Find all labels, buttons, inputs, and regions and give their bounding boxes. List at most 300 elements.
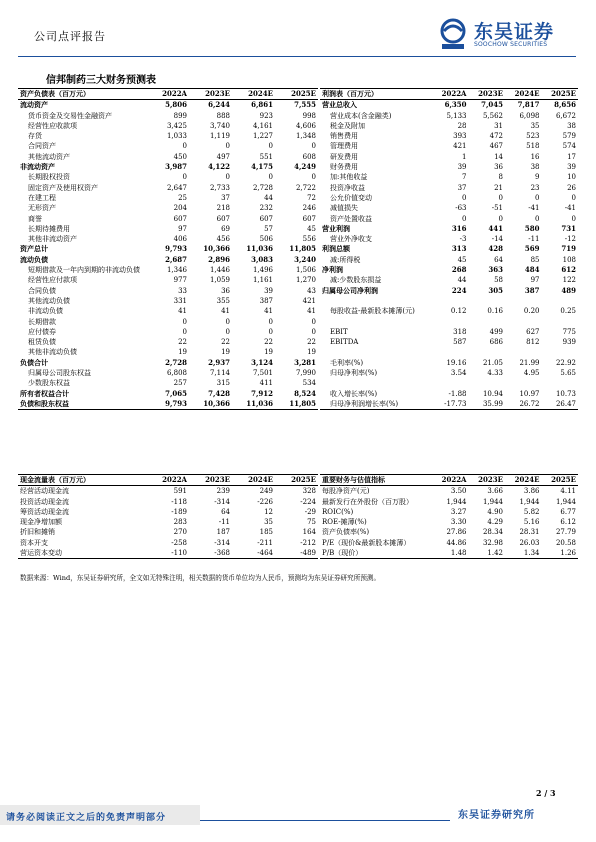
row-value: 26.72 bbox=[505, 399, 542, 410]
row-value: 7,501 bbox=[252, 369, 273, 378]
row-label: 营业外净收支 bbox=[330, 235, 372, 244]
row-label: 非流动负债 bbox=[28, 307, 63, 316]
row-value: 19 bbox=[264, 348, 273, 357]
row-value: 607 bbox=[302, 214, 316, 223]
table-row bbox=[320, 317, 578, 327]
row-label: 每股净资产(元) bbox=[322, 487, 370, 496]
row-value: 0 bbox=[182, 327, 187, 336]
row-label: 管理费用 bbox=[330, 142, 358, 151]
table-row bbox=[18, 224, 318, 234]
row-value: 0.20 bbox=[523, 307, 540, 316]
row-value: 21.05 bbox=[482, 358, 503, 367]
row-value: 44 bbox=[264, 193, 273, 202]
row-label: 公允价值变动 bbox=[330, 193, 372, 202]
row-label: 资产负债率(%) bbox=[322, 528, 370, 537]
row-value: 4,249 bbox=[294, 162, 316, 172]
table-row bbox=[18, 507, 318, 517]
row-value: 7,114 bbox=[209, 369, 230, 378]
table-header-row bbox=[18, 475, 318, 486]
row-value: 0 bbox=[182, 173, 187, 182]
row-label: 每股收益-最新股本摊薄(元) bbox=[330, 307, 415, 316]
row-label: 在建工程 bbox=[28, 193, 56, 202]
row-value: 2,722 bbox=[295, 183, 316, 192]
row-value: -11 bbox=[218, 518, 230, 527]
row-value: 406 bbox=[173, 235, 187, 244]
row-value: 1,227 bbox=[252, 132, 273, 141]
row-value: 0.25 bbox=[560, 307, 576, 316]
row-label: 经营活动现金流 bbox=[20, 487, 69, 496]
row-value bbox=[469, 317, 506, 327]
row-value: 4,161 bbox=[252, 121, 273, 130]
row-value bbox=[505, 296, 542, 306]
row-label: 其他非流动资产 bbox=[28, 235, 77, 244]
table-row bbox=[320, 517, 578, 527]
table-row bbox=[320, 358, 578, 368]
row-value: 313 bbox=[451, 244, 467, 254]
row-value: -489 bbox=[275, 548, 318, 559]
row-value: 8,656 bbox=[554, 100, 576, 110]
table-row bbox=[320, 265, 578, 275]
row-value: 19 bbox=[178, 348, 187, 357]
table-header-row bbox=[320, 475, 578, 486]
row-value: 22 bbox=[221, 338, 230, 347]
row-value: 26.47 bbox=[542, 399, 579, 410]
row-value: 22 bbox=[307, 338, 316, 347]
row-value: 41 bbox=[307, 307, 316, 316]
row-value: 239 bbox=[216, 487, 230, 496]
row-value: 888 bbox=[216, 111, 230, 120]
row-value: 268 bbox=[451, 265, 467, 275]
row-value: 2,733 bbox=[209, 183, 230, 192]
row-label: 归属母公司净利润 bbox=[322, 285, 378, 295]
row-value: 0.12 bbox=[450, 307, 467, 316]
row-label: 负债和股东权益 bbox=[18, 399, 146, 410]
row-label bbox=[320, 296, 432, 306]
row-value: 3.30 bbox=[450, 518, 467, 527]
row-value: 27.79 bbox=[555, 528, 576, 537]
table-row bbox=[320, 527, 578, 537]
row-value: 0 bbox=[311, 327, 316, 336]
table-row bbox=[320, 244, 578, 254]
row-value: 10.73 bbox=[555, 389, 576, 398]
row-value: 218 bbox=[216, 204, 230, 213]
row-value: 0 bbox=[268, 317, 273, 326]
table-row bbox=[18, 234, 318, 244]
table-row bbox=[18, 265, 318, 275]
row-value: 12 bbox=[264, 507, 273, 516]
row-label: 商誉 bbox=[28, 214, 42, 223]
row-value: 3.50 bbox=[450, 487, 467, 496]
row-value: 39 bbox=[457, 163, 467, 172]
row-value bbox=[505, 317, 542, 327]
row-label: 归母净利率(%) bbox=[330, 369, 378, 378]
table-header-year: 2023E bbox=[469, 89, 506, 100]
row-value: 43 bbox=[307, 286, 316, 295]
row-value: 0 bbox=[311, 173, 316, 182]
table-row bbox=[18, 296, 318, 306]
table-row bbox=[320, 141, 578, 151]
row-value: 607 bbox=[259, 214, 273, 223]
row-value: 3.27 bbox=[450, 507, 467, 516]
table-row bbox=[320, 121, 578, 131]
row-value: 1,506 bbox=[295, 266, 316, 275]
row-label: 无形资产 bbox=[28, 204, 56, 213]
row-label: 其他流动资产 bbox=[28, 152, 70, 161]
row-label: 负债合计 bbox=[20, 357, 48, 367]
row-value: 574 bbox=[562, 142, 576, 151]
row-value: -29 bbox=[304, 507, 316, 516]
row-value: 393 bbox=[453, 132, 467, 141]
row-label: 财务费用 bbox=[330, 163, 358, 172]
row-value: 3.86 bbox=[523, 487, 540, 496]
row-label: 减:少数股东损益 bbox=[330, 276, 382, 285]
row-value: 10 bbox=[567, 173, 576, 182]
row-value: 22 bbox=[178, 338, 187, 347]
row-value: 1,346 bbox=[166, 266, 187, 275]
row-value: 0 bbox=[311, 317, 316, 326]
row-value: 0 bbox=[535, 193, 540, 202]
row-value: -41 bbox=[528, 204, 540, 213]
row-label: 投资活动现金流 bbox=[20, 497, 69, 506]
row-value: -118 bbox=[171, 497, 187, 506]
row-value: 2,896 bbox=[208, 254, 230, 264]
row-value: 283 bbox=[173, 518, 187, 527]
row-value: 7,045 bbox=[481, 100, 503, 110]
row-value: 775 bbox=[562, 327, 576, 336]
table-row bbox=[18, 538, 318, 548]
row-value: 38 bbox=[530, 163, 540, 172]
row-label: 毛利率(%) bbox=[330, 358, 364, 367]
row-value: 2,728 bbox=[165, 357, 187, 367]
row-value: 22 bbox=[264, 338, 273, 347]
row-value: 0 bbox=[462, 214, 467, 223]
row-value: 3,124 bbox=[251, 357, 273, 367]
row-label: 减:所得税 bbox=[330, 255, 361, 264]
row-value: 607 bbox=[216, 214, 230, 223]
row-value: 998 bbox=[302, 111, 316, 120]
row-value: -189 bbox=[171, 507, 187, 516]
row-value: 5,806 bbox=[165, 100, 187, 110]
row-value: 20.58 bbox=[555, 538, 576, 547]
table-header-year: 2025E bbox=[275, 475, 318, 486]
row-value: 5.16 bbox=[523, 518, 540, 527]
row-label: 货币资金及交易性金融资产 bbox=[28, 111, 112, 120]
row-label: 现金净增加额 bbox=[20, 518, 62, 527]
table-row bbox=[18, 548, 318, 559]
row-value: 523 bbox=[526, 132, 540, 141]
income-statement-table bbox=[320, 88, 578, 410]
row-value: -17.73 bbox=[432, 399, 469, 410]
row-value: 1.34 bbox=[505, 548, 542, 559]
row-value: -314 bbox=[214, 538, 230, 547]
row-value: 411 bbox=[259, 379, 273, 388]
logo-english-name: SOOCHOW SECURITIES bbox=[474, 41, 548, 48]
row-label: 合同资产 bbox=[28, 142, 56, 151]
row-value: 38 bbox=[567, 121, 576, 130]
row-value: 8 bbox=[498, 173, 503, 182]
row-value: 7,428 bbox=[208, 388, 230, 398]
row-value: 0 bbox=[268, 142, 273, 151]
row-value: 19 bbox=[221, 348, 230, 357]
row-label: 流动负债 bbox=[20, 254, 48, 264]
row-value: 64 bbox=[221, 507, 230, 516]
table-row bbox=[320, 486, 578, 497]
row-label: 流动资产 bbox=[20, 100, 48, 110]
row-value: 5.65 bbox=[560, 369, 576, 378]
row-value: 1,446 bbox=[209, 266, 230, 275]
row-value: 10.94 bbox=[482, 389, 503, 398]
row-value: 580 bbox=[524, 223, 540, 233]
row-label: 存货 bbox=[28, 132, 42, 141]
row-value: 608 bbox=[302, 152, 316, 161]
row-value: 3.66 bbox=[487, 487, 503, 496]
row-value: 0 bbox=[225, 142, 230, 151]
row-value: -224 bbox=[300, 497, 316, 506]
row-label: 归母净利润增长率(%) bbox=[320, 399, 432, 410]
row-label bbox=[320, 378, 432, 388]
row-value: 21.99 bbox=[519, 358, 540, 367]
row-label: P/E（现价&最新股本摊薄） bbox=[322, 538, 411, 547]
row-value: 19.16 bbox=[446, 358, 467, 367]
row-value: 8,524 bbox=[294, 388, 316, 398]
row-label: 收入增长率(%) bbox=[330, 389, 378, 398]
table-row bbox=[320, 286, 578, 296]
row-value: 28.31 bbox=[519, 528, 540, 537]
row-value: 421 bbox=[453, 142, 467, 151]
row-value: -226 bbox=[257, 497, 273, 506]
cash-flow-table bbox=[18, 474, 318, 559]
row-value: -1.88 bbox=[448, 389, 467, 398]
row-value: 355 bbox=[216, 296, 230, 305]
row-value: -110 bbox=[146, 548, 189, 559]
row-value: 812 bbox=[526, 338, 540, 347]
row-value: -212 bbox=[300, 538, 316, 547]
row-value: 27.86 bbox=[446, 528, 467, 537]
row-value: 0 bbox=[535, 214, 540, 223]
row-value: 85 bbox=[530, 255, 540, 264]
data-source-note: 数据来源：Wind，东吴证券研究所，全文如无特殊注明，相关数据的货币单位均为人民币，预测均为东吴证券研究所预测。 bbox=[20, 574, 381, 582]
table-row bbox=[18, 121, 318, 131]
table-row bbox=[320, 255, 578, 265]
row-value: 387 bbox=[524, 285, 540, 295]
row-value: 185 bbox=[259, 528, 273, 537]
row-label: ROIC(%) bbox=[322, 507, 354, 516]
logo-emblem-icon bbox=[436, 17, 470, 51]
row-value: 315 bbox=[216, 379, 230, 388]
row-label: 经营性应收款项 bbox=[28, 121, 77, 130]
row-value: -11 bbox=[528, 235, 540, 244]
row-value: 26.03 bbox=[519, 538, 540, 547]
row-label: P/B（现价） bbox=[320, 548, 432, 559]
row-value: -368 bbox=[189, 548, 232, 559]
row-label: 营运资本变动 bbox=[18, 548, 146, 559]
row-value: 1,944 bbox=[519, 497, 540, 506]
row-value: -14 bbox=[491, 235, 503, 244]
row-value: 6,672 bbox=[555, 111, 576, 120]
row-value: 6,861 bbox=[251, 100, 273, 110]
table-row bbox=[320, 327, 578, 337]
row-value: 305 bbox=[488, 285, 503, 295]
table-row bbox=[320, 389, 578, 399]
table-row bbox=[320, 162, 578, 172]
row-value: 0 bbox=[268, 327, 273, 336]
row-value: 36 bbox=[494, 163, 503, 172]
row-value: 26 bbox=[567, 183, 576, 192]
row-value: 0 bbox=[311, 142, 316, 151]
row-value: 16 bbox=[530, 152, 540, 161]
row-value: 7,555 bbox=[294, 100, 316, 110]
row-value: 2,647 bbox=[166, 183, 187, 192]
row-value: -63 bbox=[455, 204, 467, 213]
table-row bbox=[320, 193, 578, 203]
table-row bbox=[18, 378, 318, 388]
row-value: 472 bbox=[489, 132, 503, 141]
row-value: -314 bbox=[214, 497, 230, 506]
row-value: 1,496 bbox=[252, 266, 273, 275]
row-value: 5,133 bbox=[446, 111, 467, 120]
row-value: 7,912 bbox=[251, 388, 273, 398]
table-row bbox=[320, 214, 578, 224]
row-label: 投资净收益 bbox=[330, 183, 365, 192]
row-value bbox=[542, 296, 579, 306]
row-value: 612 bbox=[561, 265, 576, 275]
table-row bbox=[18, 162, 318, 172]
row-value: 6,098 bbox=[519, 111, 540, 120]
row-value: 556 bbox=[302, 235, 316, 244]
row-value: 64 bbox=[494, 255, 503, 264]
table-row bbox=[320, 234, 578, 244]
row-value: 1 bbox=[462, 152, 467, 161]
row-value: 3,083 bbox=[251, 254, 273, 264]
row-value: 534 bbox=[302, 379, 316, 388]
footer-disclaimer: 请务必阅读正文之后的免责声明部分 bbox=[6, 813, 167, 823]
row-value: 3,281 bbox=[294, 357, 316, 367]
row-value: 14 bbox=[494, 152, 503, 161]
row-value bbox=[542, 317, 579, 327]
row-value bbox=[542, 378, 579, 388]
table-row bbox=[18, 275, 318, 285]
table-header-year: 2023E bbox=[189, 89, 232, 100]
row-value: 587 bbox=[453, 338, 467, 347]
row-value bbox=[432, 347, 469, 357]
row-value: 731 bbox=[561, 223, 576, 233]
table-header-year: 2024E bbox=[505, 89, 542, 100]
row-value: 1,033 bbox=[166, 132, 187, 141]
row-label: 最新发行在外股份（百万股） bbox=[322, 497, 413, 506]
row-value: 421 bbox=[302, 296, 316, 305]
row-value bbox=[469, 378, 506, 388]
row-value: 35.99 bbox=[469, 399, 506, 410]
row-value: 2,687 bbox=[165, 254, 187, 264]
row-value: 518 bbox=[526, 142, 540, 151]
row-value: 977 bbox=[173, 276, 187, 285]
row-value: 923 bbox=[259, 111, 273, 120]
row-value: 204 bbox=[173, 204, 187, 213]
row-value: 441 bbox=[488, 223, 503, 233]
row-value: 44.86 bbox=[446, 538, 467, 547]
footer-institute: 东吴证券研究所 bbox=[458, 810, 535, 821]
row-value: 4.90 bbox=[487, 507, 503, 516]
row-label: 营业总收入 bbox=[322, 100, 357, 110]
row-value: 0 bbox=[182, 142, 187, 151]
table-row bbox=[18, 517, 318, 527]
company-logo bbox=[436, 17, 566, 51]
row-value: 328 bbox=[302, 487, 316, 496]
table-row bbox=[18, 527, 318, 537]
row-value: 58 bbox=[494, 276, 503, 285]
table-row bbox=[18, 141, 318, 151]
table-row bbox=[320, 548, 578, 559]
row-value: -12 bbox=[564, 235, 576, 244]
row-value: 33 bbox=[178, 286, 187, 295]
table-row bbox=[18, 183, 318, 193]
table-row bbox=[320, 183, 578, 193]
table-row bbox=[320, 399, 578, 410]
table-header-year: 2023E bbox=[469, 475, 506, 486]
row-value: 9 bbox=[535, 173, 540, 182]
row-value: 6,244 bbox=[208, 100, 230, 110]
row-value: 97 bbox=[530, 276, 540, 285]
table-row bbox=[320, 497, 578, 507]
row-label: ROE-摊薄(%) bbox=[322, 518, 367, 527]
row-value: 224 bbox=[451, 285, 467, 295]
row-label: 资产处置收益 bbox=[330, 214, 372, 223]
row-value: 270 bbox=[173, 528, 187, 537]
row-label: 短期借款及一年内到期的非流动负债 bbox=[28, 266, 140, 275]
table-row bbox=[18, 306, 318, 316]
table-row bbox=[320, 203, 578, 213]
table-row bbox=[18, 368, 318, 378]
row-label: 折旧和摊销 bbox=[20, 528, 55, 537]
row-value: 3,425 bbox=[166, 121, 187, 130]
row-value: 0 bbox=[571, 214, 576, 223]
row-value: 2,937 bbox=[208, 357, 230, 367]
table-row bbox=[320, 152, 578, 162]
table-row bbox=[320, 378, 578, 388]
row-label: 营业利润 bbox=[322, 223, 350, 233]
table-row bbox=[320, 507, 578, 517]
table-row bbox=[18, 497, 318, 507]
row-value: 11,805 bbox=[289, 244, 316, 254]
row-value: 246 bbox=[302, 204, 316, 213]
table-row bbox=[18, 486, 318, 497]
row-value: 35 bbox=[530, 121, 540, 130]
table-row bbox=[18, 317, 318, 327]
row-value: 11,036 bbox=[246, 244, 273, 254]
row-value: 39 bbox=[264, 286, 273, 295]
row-value: 3.54 bbox=[450, 369, 467, 378]
row-value: 249 bbox=[259, 487, 273, 496]
row-value: 28 bbox=[457, 121, 467, 130]
row-value: 1,161 bbox=[252, 276, 273, 285]
row-label: 少数股东权益 bbox=[28, 379, 70, 388]
row-value: -41 bbox=[564, 204, 576, 213]
table-header-year: 2024E bbox=[232, 475, 275, 486]
row-value: 0 bbox=[571, 193, 576, 202]
row-value: -464 bbox=[232, 548, 275, 559]
row-value: 0 bbox=[498, 214, 503, 223]
row-value: 899 bbox=[173, 111, 187, 120]
table-row bbox=[18, 389, 318, 399]
row-value: 28.34 bbox=[482, 528, 503, 537]
table-row bbox=[320, 337, 578, 347]
row-value: 23 bbox=[530, 183, 540, 192]
row-value: 69 bbox=[221, 224, 230, 233]
row-value: 25 bbox=[178, 193, 187, 202]
table-row bbox=[320, 100, 578, 111]
table-row bbox=[320, 172, 578, 182]
row-label: 经营性应付款项 bbox=[28, 276, 77, 285]
